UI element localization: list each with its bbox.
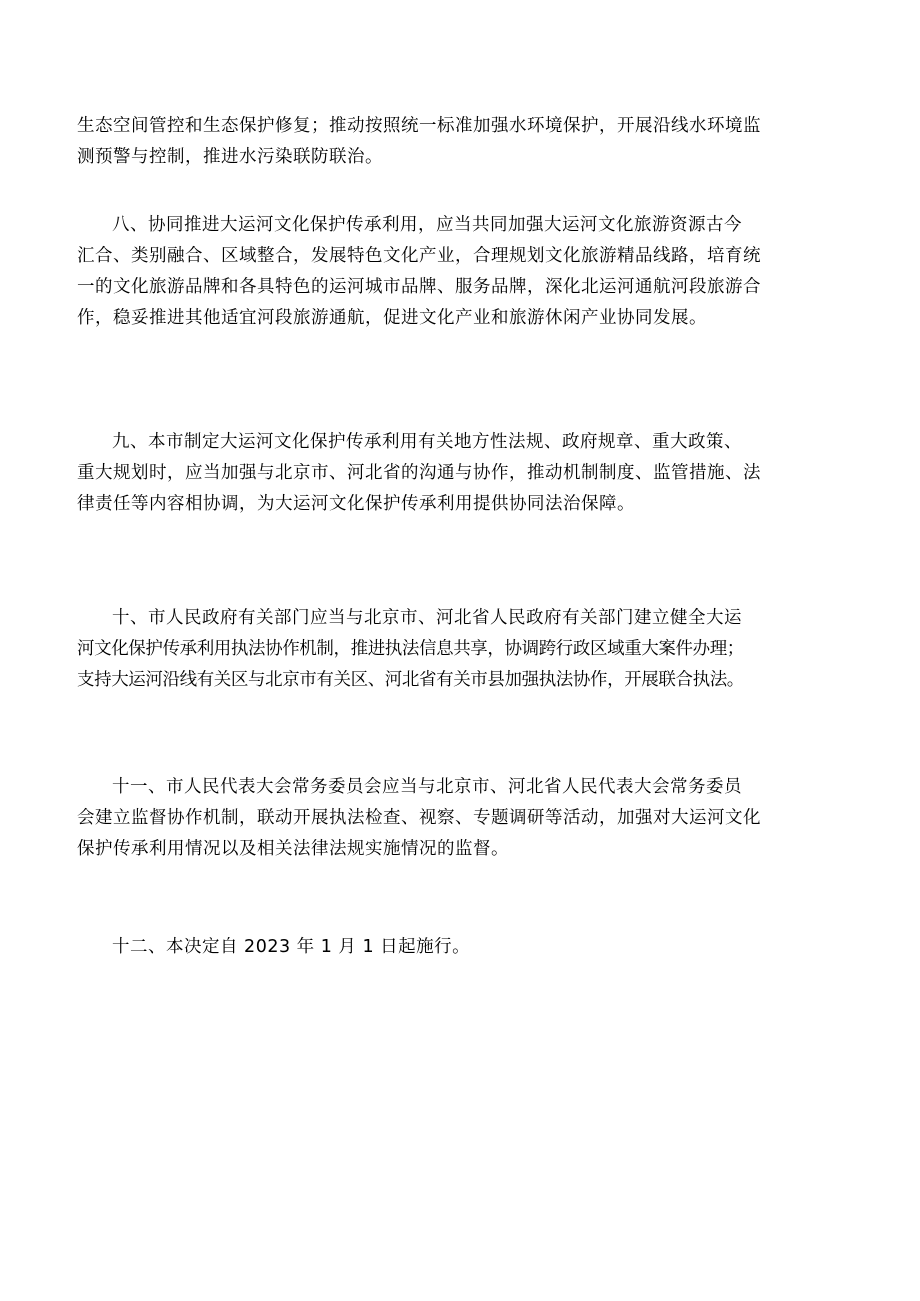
paragraph-article-10	[77, 603, 847, 696]
text-line: 汇合、类别融合、区域整合，发展特色文化产业，合理规划文化旅游精品线路，培育统	[77, 246, 761, 266]
text-line: 生态空间管控和生态保护修复；推动按照统一标准加强水环境保护，开展沿线水环境监	[77, 116, 761, 136]
paragraph-article-11	[77, 772, 847, 865]
paragraph-article-8	[77, 210, 847, 334]
text-line: 十、市人民政府有关部门应当与北京市、河北省人民政府有关部门建立健全大运	[112, 608, 742, 628]
text-line: 一的文化旅游品牌和各具特色的运河城市品牌、服务品牌，深化北运河通航河段旅游合	[77, 277, 761, 297]
text-line: 作，稳妥推进其他适宜河段旅游通航，促进文化产业和旅游休闲产业协同发展。	[77, 308, 707, 328]
text-line: 保护传承利用情况以及相关法律法规实施情况的监督。	[77, 839, 509, 859]
text-line: 重大规划时，应当加强与北京市、河北省的沟通与协作，推动机制制度、监管措施、法	[77, 463, 761, 483]
text-line: 支持大运河沿线有关区与北京市有关区、河北省有关市县加强执法协作，开展联合执法。	[77, 670, 744, 690]
paragraph-intro-continuation	[77, 111, 847, 173]
text-line: 十二、本决定自 2023 年 1 月 1 日起施行。	[112, 937, 471, 957]
text-line: 八、协同推进大运河文化保护传承利用，应当共同加强大运河文化旅游资源古今	[112, 215, 742, 235]
text-line: 会建立监督协作机制，联动开展执法检查、视察、专题调研等活动，加强对大运河文化	[77, 808, 761, 828]
text-line: 九、本市制定大运河文化保护传承利用有关地方性法规、政府规章、重大政策、	[112, 432, 742, 452]
paragraph-article-9	[77, 427, 847, 520]
text-line: 测预警与控制，推进水污染联防联治。	[77, 147, 383, 167]
text-line: 十一、市人民代表大会常务委员会应当与北京市、河北省人民代表大会常务委员	[112, 777, 742, 797]
text-line: 律责任等内容相协调，为大运河文化保护传承利用提供协同法治保障。	[77, 494, 635, 514]
text-line: 河文化保护传承利用执法协作机制，推进执法信息共享，协调跨行政区域重大案件办理；	[77, 639, 744, 659]
paragraph-article-12	[77, 932, 847, 963]
